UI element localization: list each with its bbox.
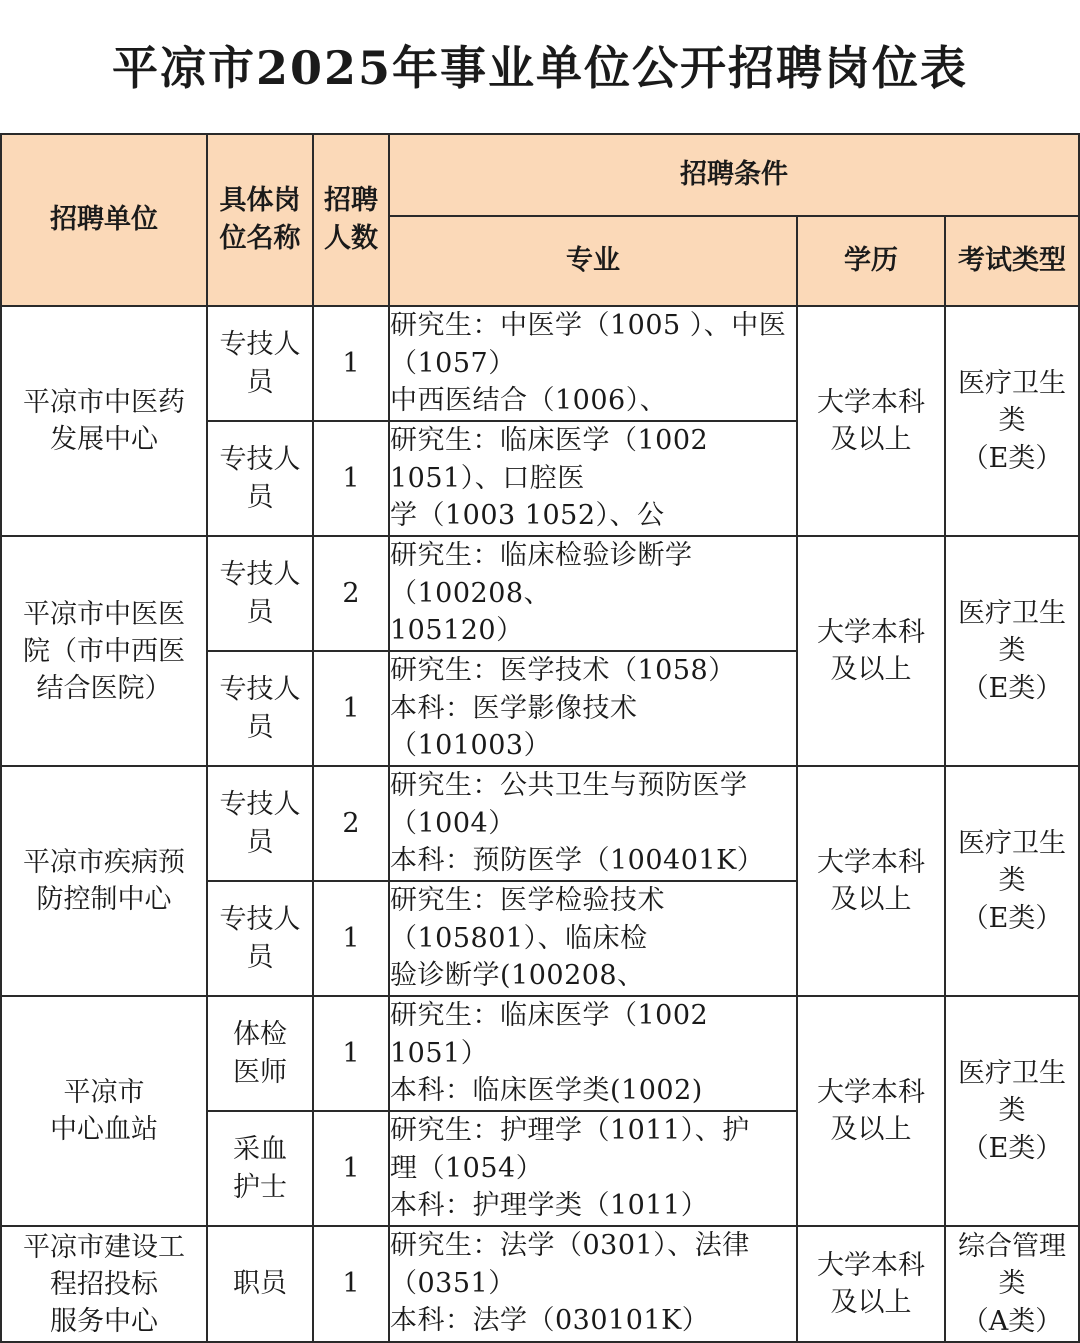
education-cell: 大学本科 及以上 — [797, 766, 945, 996]
unit-cell: 平凉市 中心血站 — [1, 996, 207, 1226]
post-cell: 采血 护士 — [207, 1111, 313, 1226]
header-count: 招聘 人数 — [313, 134, 389, 306]
post-cell: 专技人 员 — [207, 536, 313, 651]
unit-cell: 平凉市建设工 程招投标 服务中心 — [1, 1226, 207, 1342]
table-row — [1, 766, 1079, 881]
major-cell: 研究生：临床医学（1002 1051）、口腔医 学（1003 1052）、公 — [389, 421, 797, 536]
post-cell: 专技人 员 — [207, 881, 313, 996]
education-cell: 大学本科 及以上 — [797, 996, 945, 1226]
count-cell: 1 — [313, 1226, 389, 1342]
table-row — [1, 996, 1079, 1111]
major-cell: 研究生：医学检验技术 （105801）、临床检 验诊断学(100208、 — [389, 881, 797, 996]
table-row — [1, 1226, 1079, 1342]
major-cell: 研究生：临床检验诊断学 （100208、 105120） — [389, 536, 797, 651]
count-cell: 1 — [313, 421, 389, 536]
count-cell: 1 — [313, 1111, 389, 1226]
count-cell: 1 — [313, 996, 389, 1111]
post-cell: 职员 — [207, 1226, 313, 1342]
header-post: 具体岗 位名称 — [207, 134, 313, 306]
header-conditions: 招聘条件 — [389, 134, 1079, 216]
post-cell: 专技人 员 — [207, 421, 313, 536]
count-cell: 2 — [313, 766, 389, 881]
post-cell: 专技人 员 — [207, 766, 313, 881]
exam-type-cell: 综合管理 类 （A类） — [945, 1226, 1079, 1342]
major-cell: 研究生：医学技术（1058） 本科：医学影像技术 （101003） — [389, 651, 797, 766]
exam-type-cell: 医疗卫生 类 （E类） — [945, 306, 1079, 536]
education-cell: 大学本科 及以上 — [797, 306, 945, 536]
header-exam: 考试类型 — [945, 216, 1079, 306]
post-cell: 体检 医师 — [207, 996, 313, 1111]
header-education: 学历 — [797, 216, 945, 306]
post-cell: 专技人 员 — [207, 306, 313, 421]
recruitment-table — [0, 133, 1080, 1343]
education-cell: 大学本科 及以上 — [797, 1226, 945, 1342]
unit-cell: 平凉市疾病预 防控制中心 — [1, 766, 207, 996]
count-cell: 2 — [313, 536, 389, 651]
education-cell: 大学本科 及以上 — [797, 536, 945, 766]
count-cell: 1 — [313, 651, 389, 766]
major-cell: 研究生：护理学（1011）、护 理（1054） 本科：护理学类（1011） — [389, 1111, 797, 1226]
unit-cell: 平凉市中医医 院（市中西医 结合医院） — [1, 536, 207, 766]
unit-cell: 平凉市中医药 发展中心 — [1, 306, 207, 536]
exam-type-cell: 医疗卫生 类 （E类） — [945, 996, 1079, 1226]
header-major: 专业 — [389, 216, 797, 306]
header-unit: 招聘单位 — [1, 134, 207, 306]
exam-type-cell: 医疗卫生 类 （E类） — [945, 536, 1079, 766]
count-cell: 1 — [313, 881, 389, 996]
exam-type-cell: 医疗卫生 类 （E类） — [945, 766, 1079, 996]
table-row — [1, 306, 1079, 421]
major-cell: 研究生：临床医学（1002 1051） 本科：临床医学类(1002) — [389, 996, 797, 1111]
major-cell: 研究生：中医学（1005 ）、中医（1057） 中西医结合（1006）、 — [389, 306, 797, 421]
table-row — [1, 536, 1079, 651]
page-title: 平凉市2025年事业单位公开招聘岗位表 — [111, 41, 969, 95]
major-cell: 研究生：法学（0301）、法律 （0351） 本科：法学（030101K） — [389, 1226, 797, 1342]
post-cell: 专技人 员 — [207, 651, 313, 766]
major-cell: 研究生：公共卫生与预防医学 （1004） 本科：预防医学（100401K） — [389, 766, 797, 881]
table-body — [1, 306, 1079, 1342]
count-cell: 1 — [313, 306, 389, 421]
